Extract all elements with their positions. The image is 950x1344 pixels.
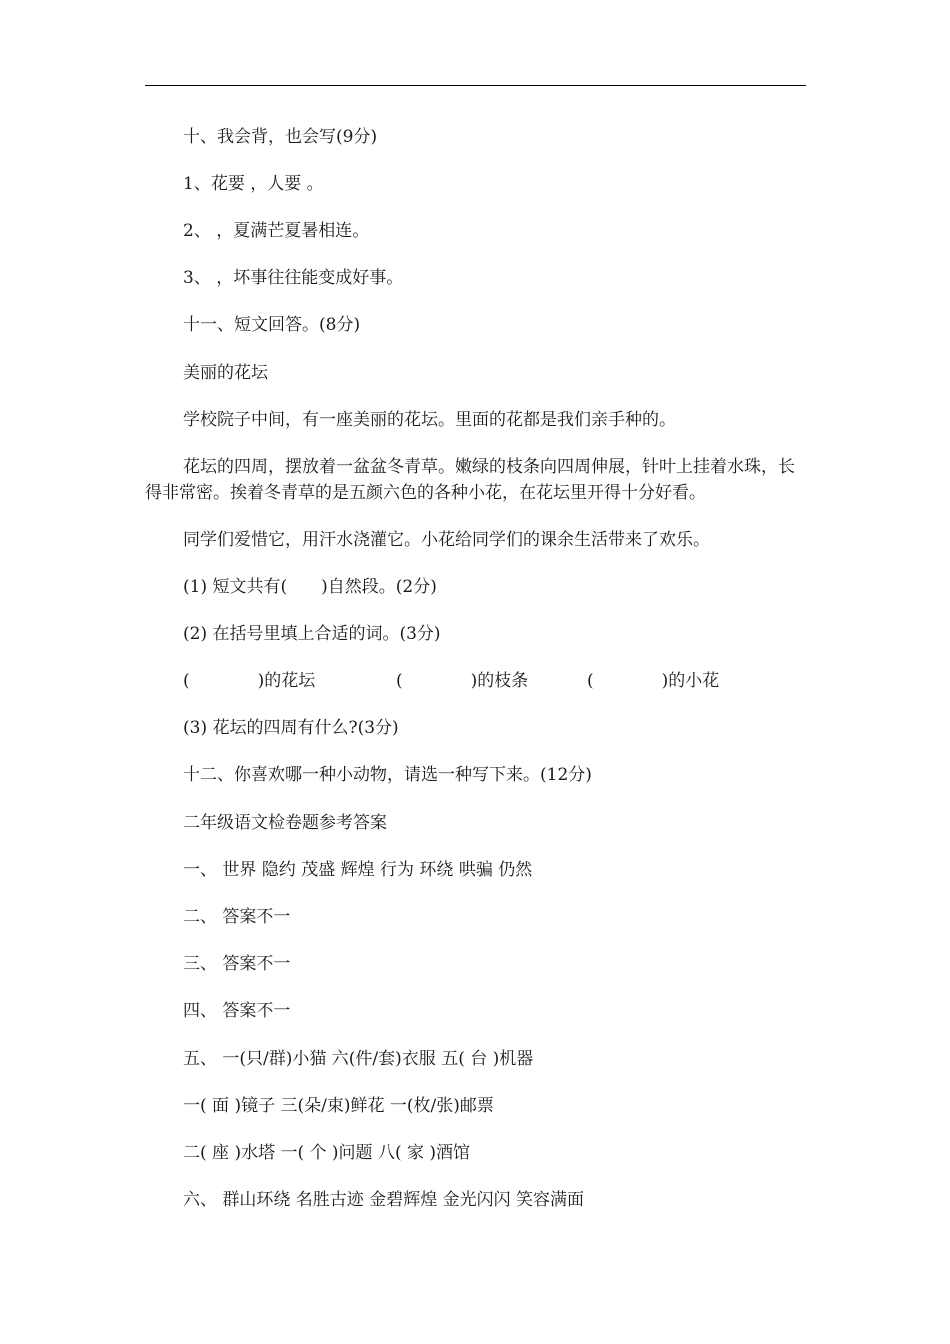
passage-paragraph-2: 花坛的四周，摆放着一盆盆冬青草。嫩绿的枝条向四周伸展，针叶上挂着水珠，长得非常密。挨着冬青草的是五颜六色的各种小花，在花坛里开得十分好看。 — [145, 457, 795, 503]
section-10-heading: 十、我会背，也会写(9分) — [183, 127, 378, 147]
answer-5-line-3: 二( 座 )水塔 一( 个 )问题 八( 家 )酒馆 — [183, 1143, 471, 1163]
header-rule — [145, 85, 806, 86]
answer-6: 六、 群山环绕 名胜古迹 金碧辉煌 金光闪闪 笑容满面 — [183, 1190, 585, 1210]
answer-key-title: 二年级语文检卷题参考答案 — [183, 813, 387, 833]
fill-blank-flowerbed: ( )的花坛 — [183, 671, 316, 691]
question-3: (3) 花坛的四周有什么?(3分) — [183, 718, 399, 738]
recite-item-3: 3、 ，坏事往往能变成好事。 — [183, 268, 404, 288]
passage-paragraph-1: 学校院子中间，有一座美丽的花坛。里面的花都是我们亲手种的。 — [183, 410, 676, 430]
passage-paragraph-3: 同学们爱惜它，用汗水浇灌它。小花给同学们的课余生活带来了欢乐。 — [183, 530, 710, 550]
answer-3: 三、 答案不一 — [183, 954, 291, 974]
answer-2: 二、 答案不一 — [183, 907, 291, 927]
answer-5-line-1: 五、 一(只/群)小猫 六(件/套)衣服 五( 台 )机器 — [183, 1049, 534, 1069]
passage-title: 美丽的花坛 — [183, 363, 268, 383]
section-11-heading: 十一、短文回答。(8分) — [183, 315, 361, 335]
section-12-heading: 十二、你喜欢哪一种小动物，请选一种写下来。(12分) — [183, 765, 592, 785]
fill-blank-row — [183, 669, 783, 693]
fill-blank-flowers: ( )的小花 — [587, 671, 720, 691]
recite-item-1: 1、花要 ，人要 。 — [183, 174, 324, 194]
answer-5-line-2: 一( 面 )镜子 三(朵/束)鲜花 一(枚/张)邮票 — [183, 1096, 494, 1116]
fill-blank-branches: ( )的枝条 — [396, 671, 529, 691]
answer-1: 一、 世界 隐约 茂盛 辉煌 行为 环绕 哄骗 仍然 — [183, 860, 533, 880]
question-2: (2) 在括号里填上合适的词。(3分) — [183, 624, 441, 644]
answer-4: 四、 答案不一 — [183, 1001, 291, 1021]
recite-item-2: 2、 ，夏满芒夏暑相连。 — [183, 221, 370, 241]
question-1: (1) 短文共有( )自然段。(2分) — [183, 577, 437, 597]
